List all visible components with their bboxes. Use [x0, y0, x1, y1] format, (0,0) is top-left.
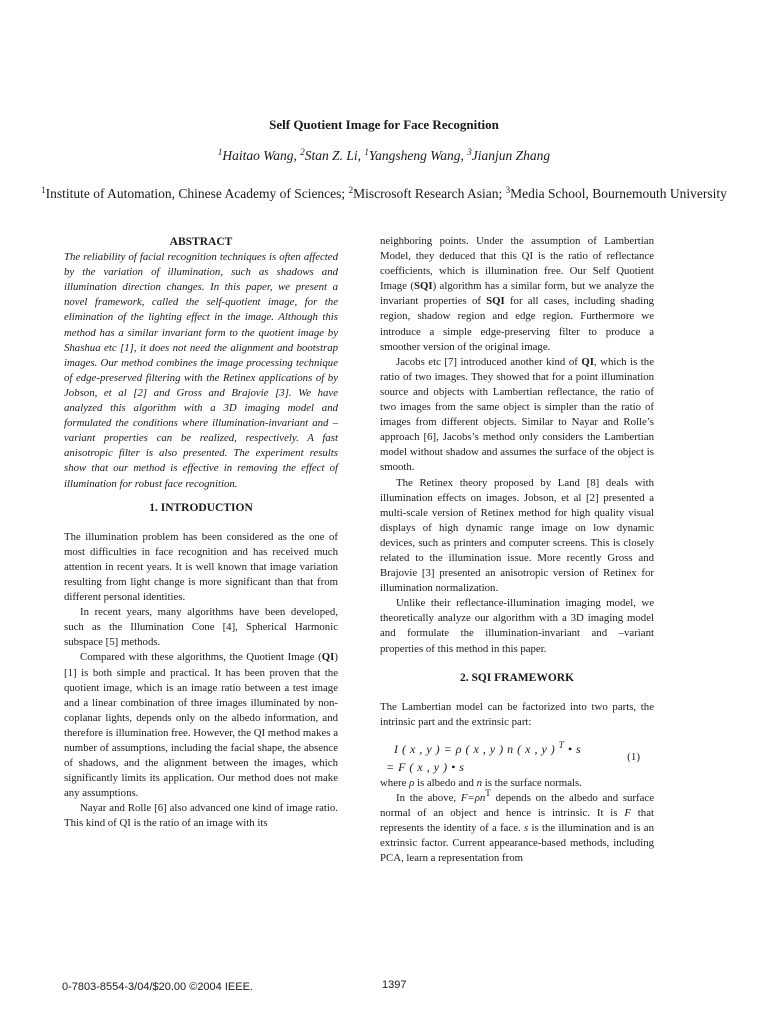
author-4-name: Jianjun Zhang [471, 148, 551, 163]
equation-number: (1) [627, 750, 640, 763]
affil-1-sup: 1 [41, 185, 46, 195]
author-list [0, 148, 768, 164]
right-paragraph-3: The Retinex theory proposed by Land [8] deals with illumination effects on images. Jobson, et al [2] presented a multi-scale version of Retinex method for high quality visual displays of high dynamic range image on low dynamic devices, such as printers and computer screens. This is closely related to the illumination issue. More recently Gross and Brajovie [3] presented an anisotropic version of Retinex for illumination normalization. [380, 476, 654, 595]
author-2-name: Stan Z. Li, [304, 148, 361, 163]
right-paragraph-7 [380, 788, 654, 866]
author-4-sup: 3 [467, 147, 472, 157]
author-1-name: Haitao Wang, [222, 148, 297, 163]
page-number: 1397 [382, 979, 407, 991]
paper-title: Self Quotient Image for Face Recognition [269, 117, 499, 132]
right-column [380, 234, 654, 866]
rp7-F: F=ρn [460, 792, 486, 804]
rp7-part-d: is the illumination and is an extrinsic factor. Current appearance-based methods, including PCA, learn a representation from [380, 822, 654, 865]
rp6-part-b: is albedo and [414, 776, 477, 789]
right-paragraph-6 [380, 776, 654, 791]
affil-2-text: Miscrosoft Research Asian; [353, 186, 503, 201]
right-paragraph-2 [380, 355, 654, 476]
eq-transpose: T [558, 739, 565, 750]
intro-p3-part-a: Compared with these algorithms, the Quotient Image ( [80, 651, 322, 664]
right-paragraph-1 [380, 234, 654, 355]
rp2-part-b: , which is the ratio of two images. They showed that for a point illumination source and objects with Lambertian reflectance, the ratio of two images from the same object is simpler than the ratio of images from different objects. Similar to Nayar and Rolle’s approach [6], Jacobs’s method only considers the Lambertian model without shadow and assumes the surface of the object is smooth. [380, 355, 654, 474]
rp1-bold-2: SQI [486, 295, 505, 308]
rp6-rho: ρ [409, 776, 415, 789]
intro-p3-part-b: ) [1] is both simple and practical. It has been proven that the quotient image, which is an image ratio between a test image and a linear combination of three images illuminated by non-coplanar lights, depends only on the albedo information, and therefore is illumination free. However, the QI method makes a number of assumptions, including the facial shape, the absence of shadows, and the alignment between the images, which significantly limits its application. Our method does not make any assumptions. [64, 651, 338, 800]
rp7-part-a: In the above, [396, 792, 461, 804]
affil-3-sup: 3 [505, 185, 511, 195]
affil-3-text: Media School, Bournemouth University [510, 186, 727, 201]
sqi-framework-heading: 2. SQI FRAMEWORK [459, 671, 575, 684]
author-3-sup: 1 [364, 147, 369, 157]
rp1-part-c: for all cases, including shading region, shadow region and edge region. Furthermore we introduce a simple edge-preserving filter to produce a smoother version of the original image. [380, 295, 655, 353]
rp6-n: n [476, 776, 483, 789]
rp2-bold: QI [581, 355, 594, 368]
right-paragraph-5: The Lambertian model can be factorized into two parts, the intrinsic part and the extrinsic part: [380, 700, 654, 728]
intro-p3-bold: QI [321, 651, 335, 664]
rp1-part-b: ) algorithm has a similar form, but we analyze the invariant properties of [380, 280, 654, 308]
intro-paragraph-3 [64, 650, 338, 801]
rp7-part-c: that represents the identity of a face. [380, 807, 654, 835]
affil-2-sup: 2 [348, 185, 354, 195]
author-3-name: Yangsheng Wang, [368, 148, 464, 163]
intro-paragraph-1: The illumination problem has been considered as the one of most difficulties in face recognition and has received much attention in recent years. It is well known that image variation resulting from light change is more significant than that from different personal identities. [64, 530, 338, 604]
eq-line-1-text: I ( x , y ) = ρ ( x , y ) n ( x , y ) [394, 741, 559, 756]
affiliations [40, 184, 728, 203]
intro-paragraph-4: Nayar and Rolle [6] also advanced one kind of image ratio. This kind of QI is the ratio of an image with its [64, 802, 338, 830]
rp6-part-a: where [380, 776, 410, 789]
left-column [64, 235, 338, 832]
rp7-s: s [524, 822, 529, 835]
rp7-part-b: depends on the albedo and surface normal of an object and hence is intrinsic. It is [380, 792, 654, 820]
abstract-text: The reliability of facial recognition techniques is often affected by the variation of illumination, such as shadows and illumination direction changes. In this paper, we present a novel framework, called the self-quotient image, for the elimination of the lighting effect in the image. Although this method has a similar invariant form to the quotient image by Shashua etc [1], it does not need the alignment and bootstrap images. Our method combines the image processing technique of edge-preserved filtering with the Retinex applications of by Jobson, et al [2] and Gross and Brajovie [3]. We have analyzed this algorithm with a 3D imaging model and formulated the conditions where illumination-invariant and –variant properties can be realized, respectively. A fast anisotropic filter is also presented. The experiment results show that our method is effective in removing the effect of illumination for robust face recognition. [64, 251, 338, 490]
rp1-bold-1: SQI [413, 280, 433, 293]
rp7-F2: F [624, 807, 631, 820]
rp6-part-c: is the surface normals. [482, 776, 582, 789]
introduction-heading: 1. INTRODUCTION [149, 501, 253, 514]
right-paragraph-4: Unlike their reflectance-illumination imaging model, we theoretically analyze our algorithm with a 3D imaging model and formulate the illumination-invariant and –variant properties of this method in this paper. [380, 597, 654, 655]
intro-paragraph-2: In recent years, many algorithms have been developed, such as the Illumination Cone [4], Spherical Harmonic subspace [5] methods. [64, 606, 338, 649]
equation-1 [380, 740, 654, 776]
rp1-part-a: neighboring points. Under the assumption of Lambertian Model, they deduced that this QI is the ratio of reflectance coefficients, which is illumination free. Our Self Quotient Image ( [380, 235, 654, 293]
abstract-heading: ABSTRACT [169, 236, 233, 248]
copyright-footer: 0-7803-8554-3/04/$20.00 ©2004 IEEE. [62, 981, 253, 993]
rp2-part-a: Jacobs etc [7] introduced another kind of [396, 355, 582, 368]
affil-1-text: Institute of Automation, Chinese Academy of Sciences; [45, 186, 346, 201]
eq-line-1-end: • s [564, 741, 582, 756]
equation-line-2: = F ( x , y ) • s [386, 759, 465, 774]
author-1-sup: 1 [217, 147, 223, 157]
author-2-sup: 2 [300, 147, 305, 157]
equation-line-1 [380, 740, 654, 758]
rp7-T: T [485, 788, 491, 798]
